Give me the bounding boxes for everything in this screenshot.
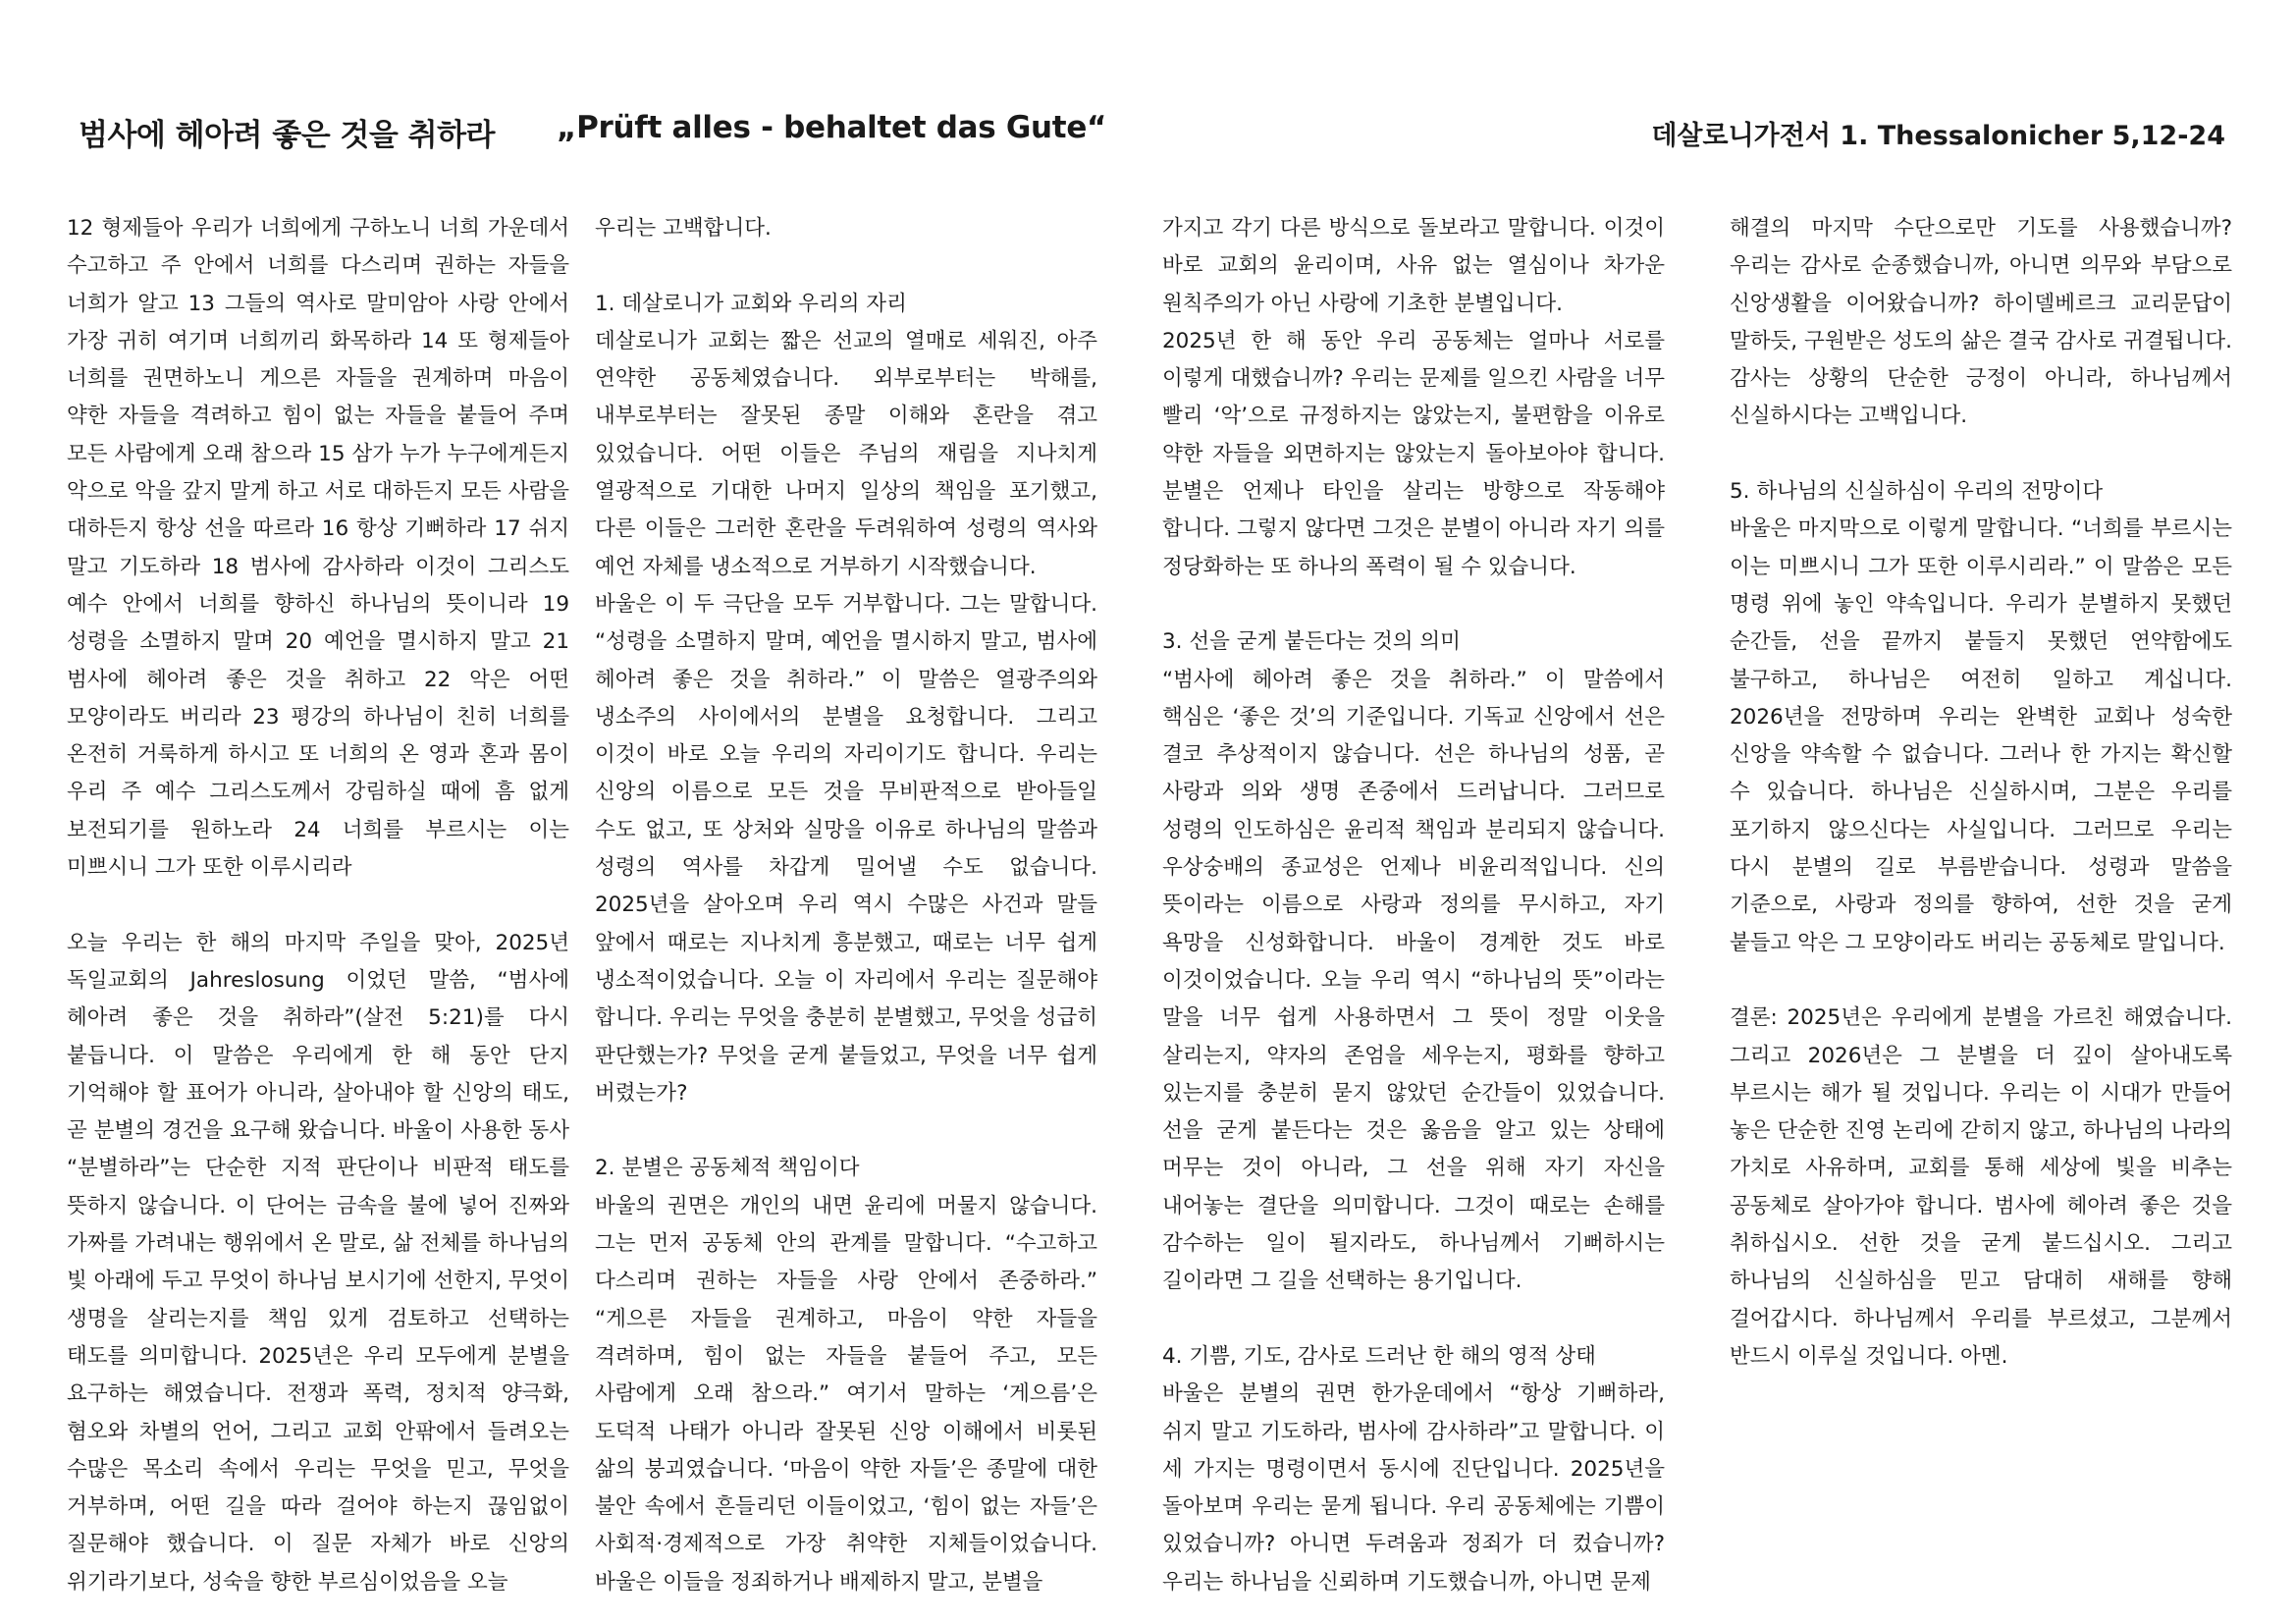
section-4-heading: 4. 기쁨, 기도, 감사로 드러난 한 해의 영적 상태 — [1162, 1343, 1596, 1369]
section-4-paragraph-1: 바울은 분별의 권면 한가운데에서 “항상 기뻐하라, 쉬지 말고 기도하라, 범사에 감사하라”고 말합니다. 이 세 가지는 명령이면서 동시에 진단입니다. 2025년을 돌아보며 우리는 묻게 됩니다. 우리 공동체에는 기쁨이 있었습니까? 아니면 두려움과 정죄가 더 컸습니까? 우리는 하나님을 신뢰하며 기도했습니까, 아니면 문제 — [1162, 1381, 1665, 1595]
spacer — [595, 1112, 1097, 1150]
column-3 — [1162, 210, 1665, 1601]
section-1-paragraph-2: 바울은 이 두 극단을 모두 거부합니다. 그는 말합니다. “성령을 소멸하지 말며, 예언을 멸시하지 말고, 범사에 헤아려 좋은 것을 취하라.” 이 말씀은 열광주의와 냉소주의 사이에서의 분별을 요청합니다. 그리고 이것이 바로 오늘 우리의 자리이기도 합니다. 우리는 신앙의 이름으로 모든 것을 무비판적으로 받아들일 수도 없고, 또 상처와 실망을 이유로 하나님의 말씀과 성령의 역사를 차갑게 밀어낼 수도 없습니다. 2025년을 살아오며 우리 역시 수많은 사건과 말들 앞에서 때로는 지나치게 흥분했고, 때로는 너무 쉽게 냉소적이었습니다. 오늘 이 자리에서 우리는 질문해야 합니다. 우리는 무엇을 충분히 분별했고, 무엇을 성급히 판단했는가? 무엇을 굳게 붙들었고, 무엇을 너무 쉽게 버렸는가? — [595, 591, 1097, 1106]
page-header — [0, 110, 2296, 159]
section-5-heading: 5. 하나님의 신실하심이 우리의 전망이다 — [1730, 479, 2104, 505]
scripture-reference: 데살로니가전서 1. Thessalonicher 5,12-24 — [1651, 121, 2225, 151]
title-korean: 범사에 헤아려 좋은 것을 취하라 — [79, 118, 495, 153]
section-3-paragraph-1: “범사에 헤아려 좋은 것을 취하라.” 이 말씀에서 핵심은 ‘좋은 것’의 기준입니다. 기독교 신앙에서 선은 결코 추상적이지 않습니다. 선은 하나님의 성품, 곧 사랑과 의와 생명 존중에서 드러납니다. 그러므로 성령의 인도하심은 윤리적 책임과 분리되지 않습니다. 우상숭배의 종교성은 언제나 비윤리적입니다. 신의 뜻이라는 이름으로 사랑과 정의를 무시하고, 자기 욕망을 신성화합니다. 바울이 경계한 것도 바로 이것이었습니다. 오늘 우리 역시 “하나님의 뜻”이라는 말을 너무 쉽게 사용하면서 그 뜻이 정말 이웃을 살리는지, 약자의 존엄을 세우는지, 평화를 향하고 있는지를 충분히 묻지 않았던 순간들이 있었습니다. 선을 굳게 붙든다는 것은 옳음을 알고 있는 상태에 머무는 것이 아니라, 그 선을 위해 자기 자신을 내어놓는 결단을 의미합니다. 그것이 때로는 손해를 감수하는 일이 될지라도, 하나님께서 기뻐하시는 길이라면 그 길을 선택하는 용기입니다. — [1162, 667, 1665, 1294]
column-2 — [595, 210, 1097, 1601]
section-5-paragraph-1: 바울은 마지막으로 이렇게 말합니다. “너희를 부르시는 이는 미쁘시니 그가 또한 이루시리라.” 이 말씀은 모든 명령 위에 놓인 약속입니다. 우리가 분별하지 못했던 순간들, 선을 끝까지 붙들지 못했던 연약함에도 불구하고, 하나님은 여전히 일하고 계십니다. 2026년을 전망하며 우리는 완벽한 교회나 성숙한 신앙을 약속할 수 없습니다. 그러나 한 가지는 확신할 수 있습니다. 하나님은 신실하시며, 그분은 우리를 포기하지 않으신다는 사실입니다. 그러므로 우리는 다시 분별의 길로 부름받습니다. 성령과 말씀을 기준으로, 사랑과 정의를 향하여, 선한 것을 굳게 붙들고 악은 그 모양이라도 버리는 공동체로 말입니다. — [1730, 516, 2232, 955]
text-columns — [0, 210, 2296, 1604]
intro-paragraph: 우리는 고백합니다. — [595, 216, 772, 241]
section-2-paragraph-1: 바울의 권면은 개인의 내면 윤리에 머물지 않습니다. 그는 먼저 공동체 안의 관계를 말합니다. “수고하고 다스리며 권하는 자들을 사랑 안에서 존중하라.” “게으른 자들을 권계하고, 마음이 약한 자들을 격려하며, 힘이 없는 자들을 붙들어 주고, 모든 사람에게 오래 참으라.” 여기서 말하는 ‘게으름’은 도덕적 나태가 아니라 잘못된 신앙 이해에서 비롯된 삶의 붕괴였습니다. ‘마음이 약한 자들’은 종말에 대한 불안 속에서 흔들리던 이들이었고, ‘힘이 없는 자들’은 사회적·경제적으로 가장 취약한 지체들이었습니다. 바울은 이들을 정죄하거나 배제하지 말고, 분별을 — [595, 1193, 1097, 1595]
intro-paragraph: 오늘 우리는 한 해의 마지막 주일을 맞아, 2025년 독일교회의 Jahreslosung 이었던 말씀, “범사에 헤아려 좋은 것을 취하라”(살전 5:21)를 다시 붙듭니다. 이 말씀은 우리에게 한 해 동안 단지 기억해야 할 표어가 아니라, 살아내야 할 신앙의 태도, 곧 분별의 경건을 요구해 왔습니다. 바울이 사용한 동사 “분별하라”는 단순한 지적 판단이나 비판적 태도를 뜻하지 않습니다. 이 단어는 금속을 불에 넣어 진짜와 가짜를 가려내는 행위에서 온 말로, 삶 전체를 하나님의 빛 아래에 두고 무엇이 하나님 보시기에 선한지, 무엇이 생명을 살리는지를 책임 있게 검토하고 선택하는 태도를 의미합니다. 2025년은 우리 모두에게 분별을 요구하는 해였습니다. 전쟁과 폭력, 정치적 양극화, 혐오와 차별의 언어, 그리고 교회 안팎에서 들려오는 수많은 목소리 속에서 우리는 무엇을 믿고, 무엇을 거부하며, 어떤 길을 따라 걸어야 하는지 끊임없이 질문해야 했습니다. 이 질문 자체가 바로 신앙의 위기라기보다, 성숙을 향한 부르심이었음을 오늘 — [67, 930, 569, 1595]
section-3-heading: 3. 선을 굳게 붙든다는 것의 의미 — [1162, 629, 1461, 655]
section-1-paragraph-1: 데살로니가 교회는 짧은 선교의 열매로 세워진, 아주 연약한 공동체였습니다. 외부로부터는 박해를, 내부로부터는 잘못된 종말 이해와 혼란을 겪고 있었습니다. 어떤 이들은 주님의 재림을 지나치게 열광적으로 기대한 나머지 일상의 책임을 포기했고, 다른 이들은 그러한 혼란을 두려워하여 성령의 역사와 예언 자체를 냉소적으로 거부하기 시작했습니다. — [595, 328, 1097, 579]
spacer — [1730, 962, 2232, 1000]
section-1-heading: 1. 데살로니가 교회와 우리의 자리 — [595, 291, 907, 316]
title-german: „Prüft alles - behaltet das Gute“ — [557, 110, 1107, 145]
spacer — [1162, 586, 1665, 623]
section-4-paragraph-1: 해결의 마지막 수단으로만 기도를 사용했습니까? 우리는 감사로 순종했습니까, 아니면 의무와 부담으로 신앙생활을 이어왔습니까? 하이델베르크 교리문답이 말하듯, 구원받은 성도의 삶은 결국 감사로 귀결됩니다. 감사는 상황의 단순한 긍정이 아니라, 하나님께서 신실하시다는 고백입니다. — [1730, 216, 2232, 429]
spacer — [595, 247, 1097, 285]
column-4 — [1730, 210, 2232, 1376]
section-2-heading: 2. 분별은 공동체적 책임이다 — [595, 1156, 860, 1181]
section-2-paragraph-1: 가지고 각기 다른 방식으로 돌보라고 말합니다. 이것이 바로 교회의 윤리이며, 사유 없는 열심이나 차가운 원칙주의가 아닌 사랑에 기초한 분별입니다. — [1162, 216, 1665, 316]
spacer — [1730, 436, 2232, 473]
column-1 — [67, 210, 569, 1601]
scripture-text: 12 형제들아 우리가 너희에게 구하노니 너희 가운데서 수고하고 주 안에서 너희를 다스리며 권하는 자들을 너희가 알고 13 그들의 역사로 말미암아 사랑 안에서 가장 귀히 여기며 너희끼리 화목하라 14 또 형제들아 너희를 권면하노니 게으른 자들을 권계하며 마음이 약한 자들을 격려하고 힘이 없는 자들을 붙들어 주며 모든 사람에게 오래 참으라 15 삼가 누가 누구에게든지 악으로 악을 갚지 말게 하고 서로 대하든지 모든 사람을 대하든지 항상 선을 따르라 16 항상 기뻐하라 17 쉬지 말고 기도하라 18 범사에 감사하라 이것이 그리스도 예수 안에서 너희를 향하신 하나님의 뜻이니라 19 성령을 소멸하지 말며 20 예언을 멸시하지 말고 21 범사에 헤아려 좋은 것을 취하고 22 악은 어떤 모양이라도 버리라 23 평강의 하나님이 친히 너희를 온전히 거룩하게 하시고 또 너희의 온 영과 혼과 몸이 우리 주 예수 그리스도께서 강림하실 때에 흠 없게 보전되기를 원하노라 24 너희를 부르시는 이는 미쁘시니 그가 또한 이루시리라 — [67, 216, 569, 881]
section-2-paragraph-2: 2025년 한 해 동안 우리 공동체는 얼마나 서로를 이렇게 대했습니까? 우리는 문제를 일으킨 사람을 너무 빨리 ‘악’으로 규정하지는 않았는지, 불편함을 이유로 약한 자들을 외면하지는 않았는지 돌아보아야 합니다. 분별은 언제나 타인을 살리는 방향으로 작동해야 합니다. 그렇지 않다면 그것은 분별이 아니라 자기 의를 정당화하는 또 하나의 폭력이 될 수 있습니다. — [1162, 328, 1665, 579]
spacer — [1162, 1301, 1665, 1338]
conclusion-paragraph: 결론: 2025년은 우리에게 분별을 가르친 해였습니다. 그리고 2026년은 그 분별을 더 깊이 살아내도록 부르시는 해가 될 것입니다. 우리는 이 시대가 만들어 놓은 단순한 진영 논리에 갇히지 않고, 하나님의 나라의 가치로 사유하며, 교회를 통해 세상에 빛을 비추는 공동체로 살아가야 합니다. 범사에 헤아려 좋은 것을 취하십시오. 선한 것을 굳게 붙드십시오. 그리고 하나님의 신실하심을 믿고 담대히 새해를 향해 걸어갑시다. 하나님께서 우리를 부르셨고, 그분께서 반드시 이루실 것입니다. 아멘. — [1730, 1005, 2232, 1369]
spacer — [67, 887, 569, 924]
